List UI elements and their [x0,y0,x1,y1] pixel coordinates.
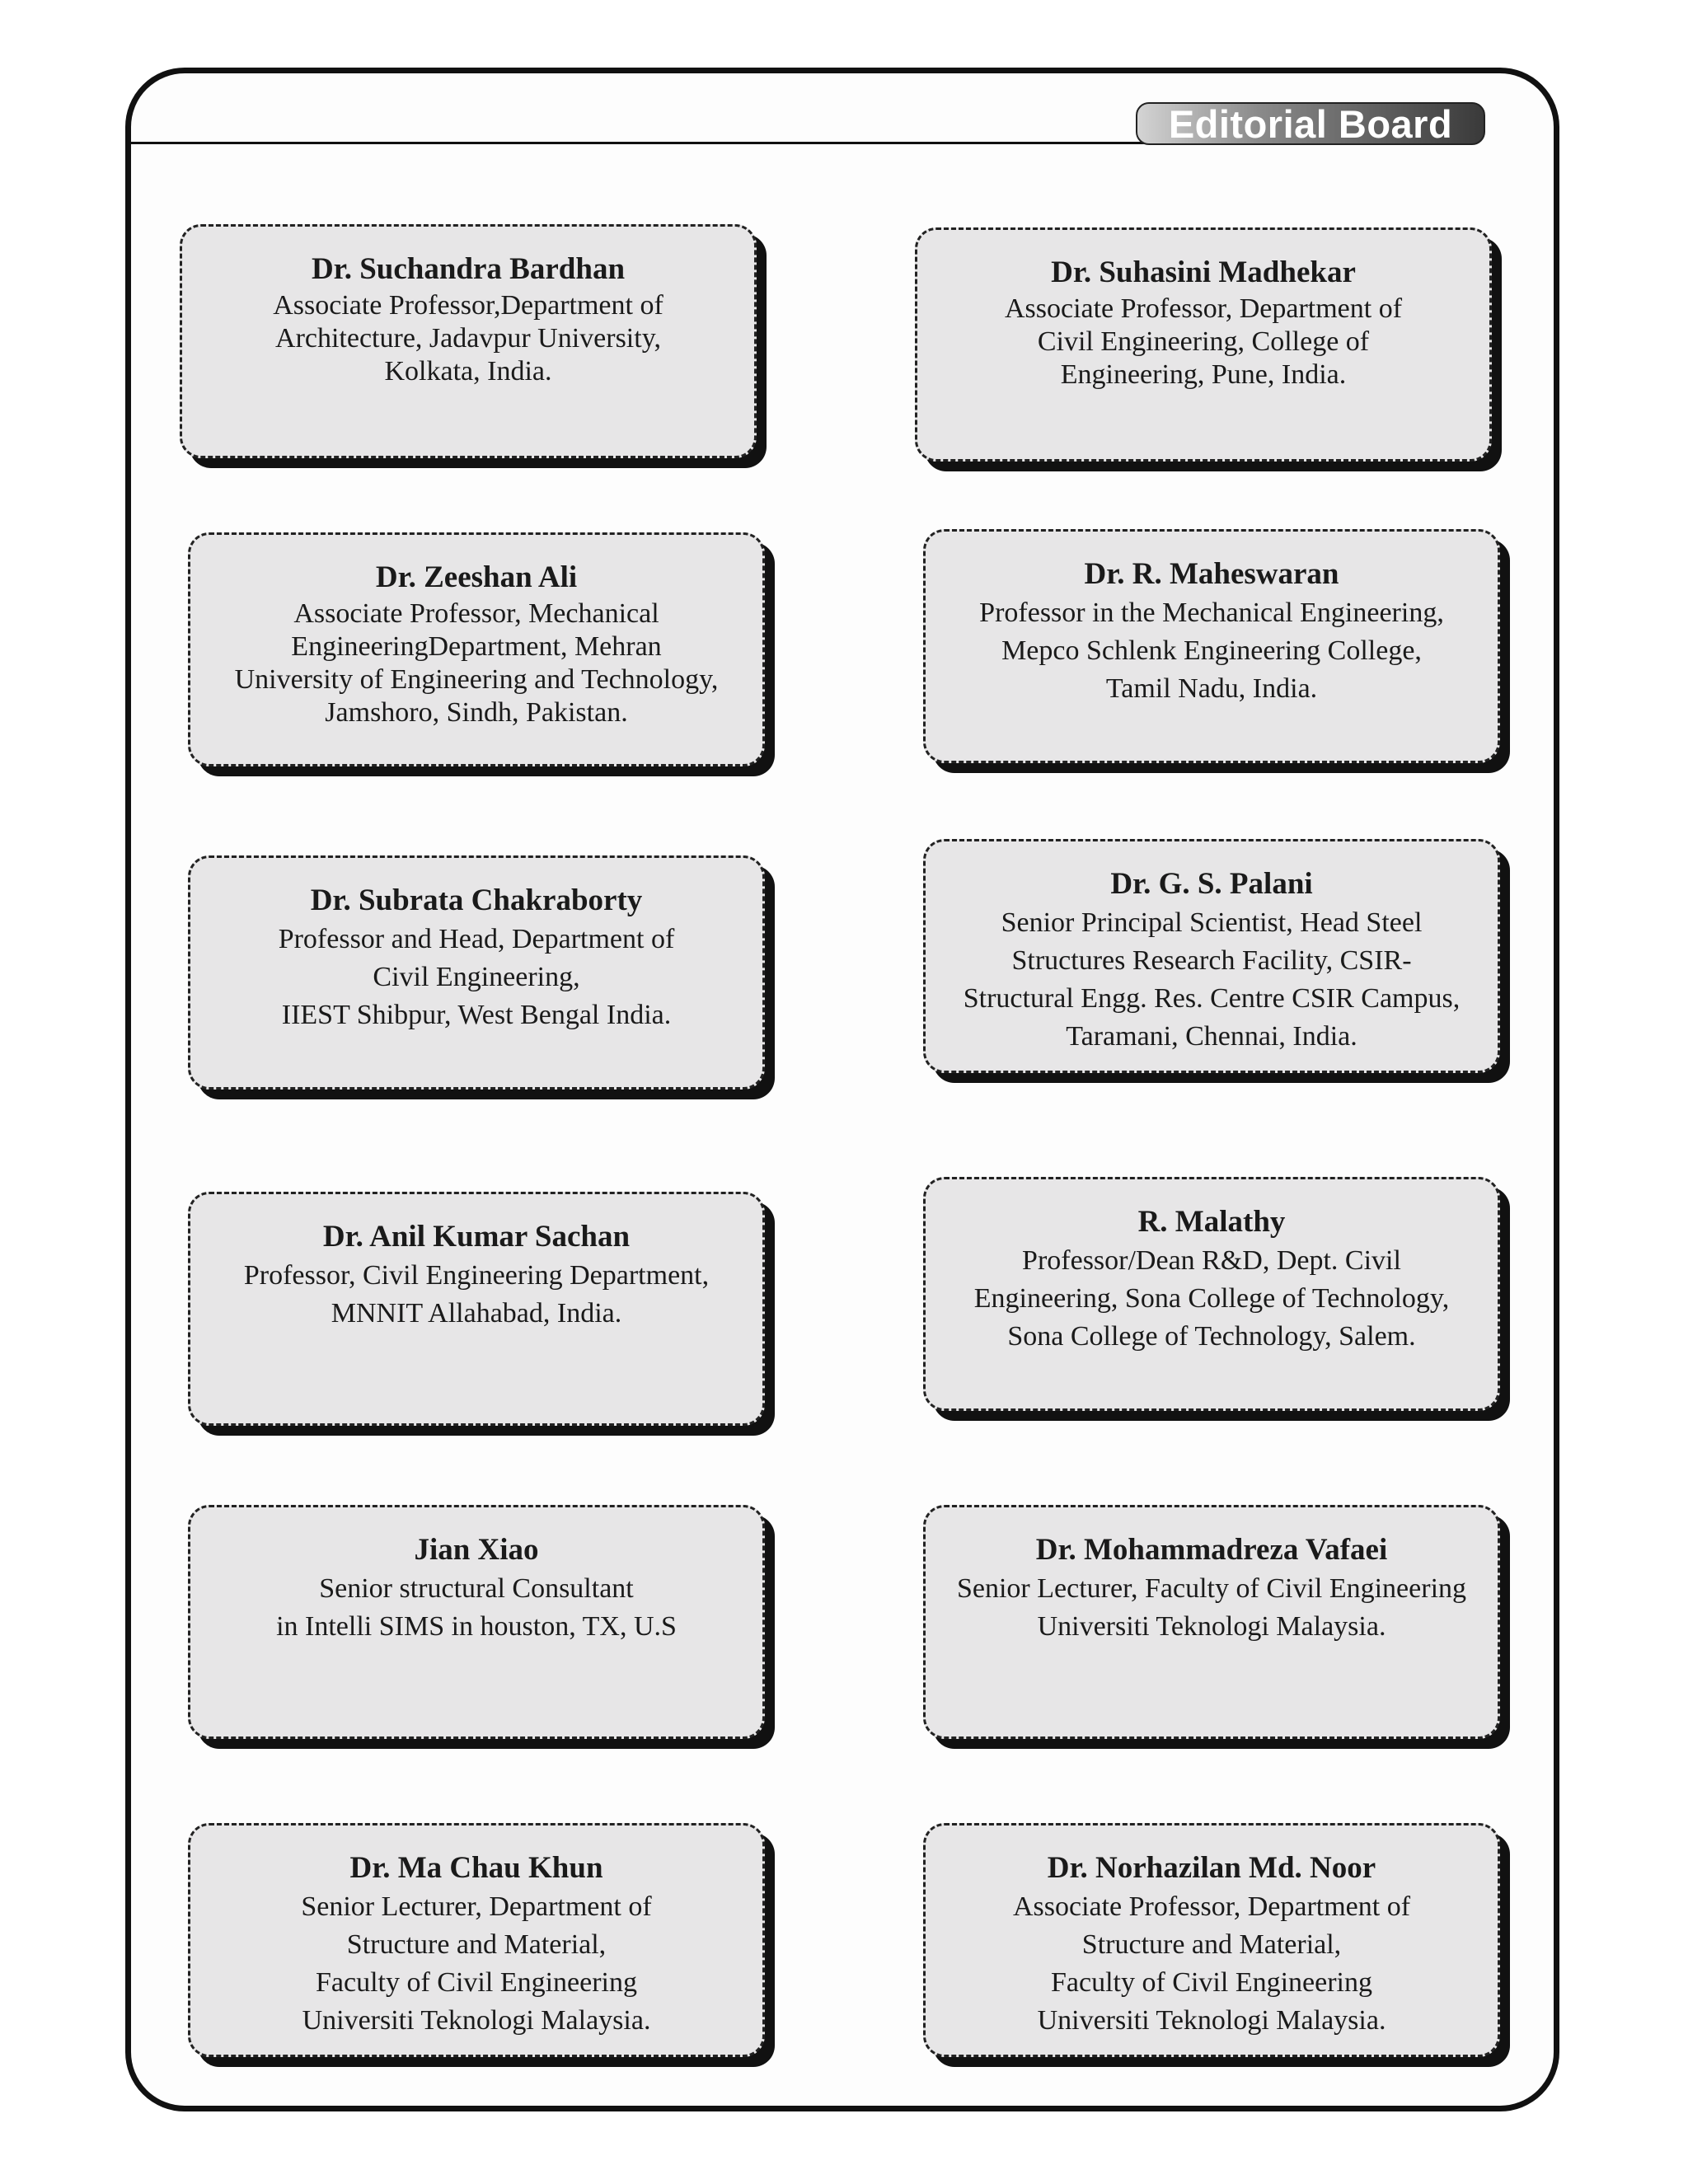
member-affiliation-line: Architecture, Jadavpur University, [275,323,661,354]
member-affiliation-line: Associate Professor,Department of [273,290,663,321]
member-card-bardhan [180,224,757,458]
member-card-vafaei [923,1505,1500,1739]
member-affiliation-line: Professor and Head, Department of [278,924,675,954]
member-affiliation-line: Taramani, Chennai, India. [1066,1021,1357,1052]
member-card-chakraborty [188,855,765,1090]
member-affiliation-line: Associate Professor, Department of [1004,293,1403,324]
member-card-madhekar [915,227,1492,462]
member-affiliation-line: Universiti Teknologi Malaysia. [1037,1611,1386,1642]
member-card-maheswaran [923,529,1500,763]
member-name: Dr. Suchandra Bardhan [311,252,626,286]
member-affiliation-line: EngineeringDepartment, Mehran [291,631,662,662]
member-name: Dr. Ma Chau Khun [349,1851,603,1885]
member-name: R. Malathy [1137,1205,1286,1239]
member-name: Jian Xiao [414,1533,539,1567]
member-affiliation-line: Professor/Dean R&D, Dept. Civil [1022,1245,1401,1276]
member-affiliation-line: Mepco Schlenk Engineering College, [1001,635,1422,666]
member-affiliation-line: Senior Lecturer, Faculty of Civil Engineering [956,1573,1467,1604]
member-name: Dr. Anil Kumar Sachan [322,1220,631,1254]
member-card-khun [188,1823,765,2057]
member-card-malathy [923,1177,1500,1411]
member-affiliation-line: Tamil Nadu, India. [1105,673,1318,704]
member-affiliation-line: Structures Research Facility, CSIR- [1011,945,1412,976]
member-card-ali [188,532,765,766]
member-card-sachan [188,1192,765,1426]
member-name: Dr. Zeeshan Ali [375,560,578,594]
member-affiliation-line: Faculty of Civil Engineering [1051,1967,1372,1998]
member-affiliation-line: Kolkata, India. [384,356,552,387]
member-name: Dr. Mohammadreza Vafaei [1035,1533,1388,1567]
member-affiliation-line: Associate Professor, Mechanical [293,598,659,629]
member-affiliation-line: MNNIT Allahabad, India. [331,1298,622,1329]
member-card-xiao [188,1505,765,1739]
member-affiliation-line: Civil Engineering, College of [1037,326,1370,357]
member-affiliation-line: Universiti Teknologi Malaysia. [302,2005,651,2036]
member-affiliation-line: in Intelli SIMS in houston, TX, U.S [276,1611,677,1642]
member-card-noor [923,1823,1500,2057]
member-affiliation-line: Senior Principal Scientist, Head Steel [1001,907,1423,938]
member-affiliation-line: Sona College of Technology, Salem. [1007,1321,1416,1352]
member-affiliation-line: Associate Professor, Department of [1012,1891,1411,1922]
section-title: Editorial Board [1136,102,1485,145]
member-affiliation-line: Structure and Material, [1081,1929,1342,1960]
member-affiliation-line: Faculty of Civil Engineering [316,1967,637,1998]
member-name: Dr. Norhazilan Md. Noor [1047,1851,1376,1885]
member-name: Dr. R. Maheswaran [1084,557,1339,591]
member-affiliation-line: Universiti Teknologi Malaysia. [1037,2005,1386,2036]
member-affiliation-line: Senior Lecturer, Department of [301,1891,652,1922]
member-name: Dr. G. S. Palani [1110,867,1313,901]
member-card-palani [923,839,1500,1073]
member-affiliation-line: Engineering, Pune, India. [1060,359,1347,390]
member-name: Dr. Subrata Chakraborty [310,883,643,917]
member-affiliation-line: Engineering, Sona College of Technology, [973,1283,1450,1314]
member-affiliation-line: Senior structural Consultant [319,1573,634,1604]
member-affiliation-line: Structure and Material, [346,1929,607,1960]
member-affiliation-line: Structural Engg. Res. Centre CSIR Campus, [963,983,1461,1014]
member-name: Dr. Suhasini Madhekar [1051,255,1356,289]
member-affiliation-line: University of Engineering and Technology, [234,664,719,695]
member-affiliation-line: Professor, Civil Engineering Department, [243,1260,710,1291]
member-affiliation-line: Jamshoro, Sindh, Pakistan. [325,697,628,728]
member-affiliation-line: Civil Engineering, [373,962,580,992]
member-affiliation-line: IIEST Shibpur, West Bengal India. [281,1000,672,1030]
member-affiliation-line: Professor in the Mechanical Engineering, [979,598,1444,628]
